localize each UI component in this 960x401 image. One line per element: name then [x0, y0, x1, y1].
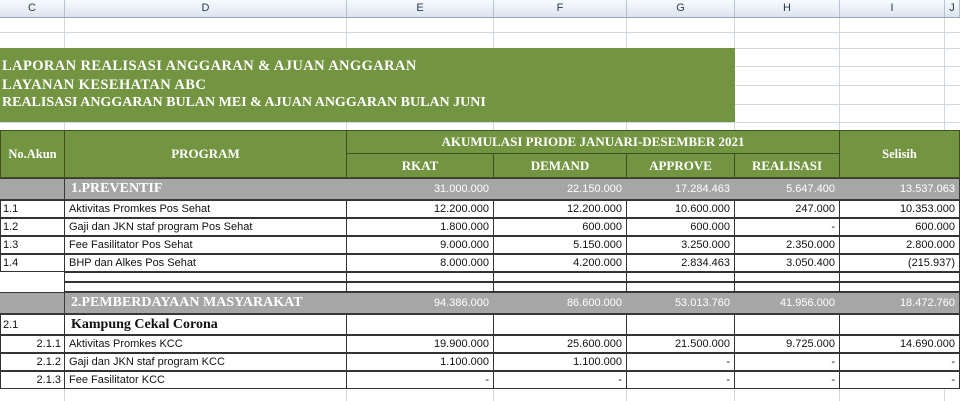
spreadsheet-grid[interactable] [0, 18, 960, 401]
table-row-program-3[interactable]: Fee Fasilitator Pos Sehat [64, 236, 347, 254]
table-row-akun-8[interactable]: 2.1 [0, 314, 65, 335]
table-row-akun-2[interactable]: 1.2 [0, 218, 65, 236]
blank-row-akun-6[interactable] [0, 282, 65, 292]
table-row-akun-3[interactable]: 1.3 [0, 236, 65, 254]
table-row-akun-4[interactable]: 1.4 [0, 254, 65, 272]
report-title-line-2: LAYANAN KESEHATAN ABC [2, 76, 207, 93]
table-row-approve-3[interactable]: 3.250.000 [626, 236, 735, 254]
blank-row-program-6[interactable] [64, 282, 347, 292]
blank-row-rkat-5[interactable] [346, 272, 494, 282]
blank-row-approve-5[interactable] [626, 272, 735, 282]
table-row-selisih-10[interactable]: - [839, 353, 960, 371]
table-header-no-akun: No.Akun [0, 130, 65, 178]
table-row-approve-11[interactable]: - [626, 371, 735, 389]
table-header-selisih: Selisih [839, 130, 960, 178]
table-row-akun-9[interactable]: 2.1.1 [0, 335, 65, 353]
table-row-realisasi-10[interactable]: - [734, 353, 840, 371]
section-row-selisih-7[interactable]: 18.472.760 [839, 292, 960, 314]
table-row-rkat-8[interactable] [346, 314, 494, 335]
column-header-d[interactable]: D [65, 0, 347, 17]
table-header-realisasi: REALISASI [734, 153, 840, 178]
table-row-rkat-10[interactable]: 1.100.000 [346, 353, 494, 371]
column-header-i[interactable]: I [840, 0, 945, 17]
section-row-demand-0[interactable]: 22.150.000 [493, 178, 627, 200]
table-row-program-2[interactable]: Gaji dan JKN staf program Pos Sehat [64, 218, 347, 236]
table-row-rkat-3[interactable]: 9.000.000 [346, 236, 494, 254]
blank-row-demand-5[interactable] [493, 272, 627, 282]
section-row-title-0[interactable]: 1.PREVENTIF [64, 178, 347, 200]
table-row-program-4[interactable]: BHP dan Alkes Pos Sehat [64, 254, 347, 272]
table-row-demand-11[interactable]: - [493, 371, 627, 389]
blank-row-program-5[interactable] [64, 272, 347, 282]
table-row-akun-11[interactable]: 2.1.3 [0, 371, 65, 389]
table-row-program-8[interactable]: Kampung Cekal Corona [64, 314, 347, 335]
column-header-f[interactable]: F [494, 0, 627, 17]
table-row-approve-10[interactable]: - [626, 353, 735, 371]
report-title-line-1: LAPORAN REALISASI ANGGARAN & AJUAN ANGGARAN [2, 58, 417, 75]
table-row-selisih-9[interactable]: 14.690.000 [839, 335, 960, 353]
blank-row-realisasi-5[interactable] [734, 272, 840, 282]
table-header-demand: DEMAND [493, 153, 627, 178]
table-row-approve-8[interactable] [626, 314, 735, 335]
gridline-row-1 [0, 32, 960, 33]
table-row-demand-4[interactable]: 4.200.000 [493, 254, 627, 272]
section-row-rkat-0[interactable]: 31.000.000 [346, 178, 494, 200]
section-row-title-7[interactable]: 2.PEMBERDAYAAN MASYARAKAT [64, 292, 347, 314]
section-row-rkat-7[interactable]: 94.386.000 [346, 292, 494, 314]
table-row-demand-3[interactable]: 5.150.000 [493, 236, 627, 254]
table-row-program-11[interactable]: Fee Fasilitator KCC [64, 371, 347, 389]
table-row-rkat-9[interactable]: 19.900.000 [346, 335, 494, 353]
section-row-realisasi-7[interactable]: 41.956.000 [734, 292, 840, 314]
table-header-rkat: RKAT [346, 153, 494, 178]
section-row-realisasi-0[interactable]: 5.647.400 [734, 178, 840, 200]
table-row-realisasi-8[interactable] [734, 314, 840, 335]
table-row-akun-1[interactable]: 1.1 [0, 200, 65, 218]
table-header-program: PROGRAM [64, 130, 347, 178]
table-row-rkat-2[interactable]: 1.800.000 [346, 218, 494, 236]
table-row-rkat-11[interactable]: - [346, 371, 494, 389]
table-row-selisih-4[interactable]: (215.937) [839, 254, 960, 272]
section-row-selisih-0[interactable]: 13.537.063 [839, 178, 960, 200]
gridline-row-6 [0, 122, 960, 123]
column-header-strip [0, 0, 960, 18]
table-row-realisasi-1[interactable]: 247.000 [734, 200, 840, 218]
report-title-line-3: REALISASI ANGGARAN BULAN MEI & AJUAN ANGGARAN BULAN JUNI [2, 95, 486, 111]
blank-row-demand-6[interactable] [493, 282, 627, 292]
table-row-realisasi-9[interactable]: 9.725.000 [734, 335, 840, 353]
table-row-realisasi-3[interactable]: 2.350.000 [734, 236, 840, 254]
blank-row-selisih-5[interactable] [839, 272, 960, 282]
table-row-selisih-1[interactable]: 10.353.000 [839, 200, 960, 218]
column-header-g[interactable]: G [627, 0, 735, 17]
table-row-selisih-2[interactable]: 600.000 [839, 218, 960, 236]
section-row-akun-cell-0[interactable] [0, 178, 65, 200]
blank-row-selisih-6[interactable] [839, 282, 960, 292]
section-row-approve-7[interactable]: 53.013.760 [626, 292, 735, 314]
column-header-c[interactable]: C [0, 0, 65, 17]
table-row-realisasi-4[interactable]: 3.050.400 [734, 254, 840, 272]
table-row-akun-10[interactable]: 2.1.2 [0, 353, 65, 371]
section-row-demand-7[interactable]: 86.600.000 [493, 292, 627, 314]
table-row-rkat-1[interactable]: 12.200.000 [346, 200, 494, 218]
column-header-h[interactable]: H [735, 0, 840, 17]
table-header-approve: APPROVE [626, 153, 735, 178]
table-row-demand-8[interactable] [493, 314, 627, 335]
table-row-program-10[interactable]: Gaji dan JKN staf program KCC [64, 353, 347, 371]
table-row-selisih-3[interactable]: 2.800.000 [839, 236, 960, 254]
report-title-banner [0, 48, 735, 122]
table-row-selisih-8[interactable] [839, 314, 960, 335]
blank-row-approve-6[interactable] [626, 282, 735, 292]
blank-row-akun-5[interactable] [0, 272, 65, 282]
table-row-rkat-4[interactable]: 8.000.000 [346, 254, 494, 272]
table-row-realisasi-2[interactable]: - [734, 218, 840, 236]
table-row-demand-9[interactable]: 25.600.000 [493, 335, 627, 353]
blank-row-realisasi-6[interactable] [734, 282, 840, 292]
table-row-demand-1[interactable]: 12.200.000 [493, 200, 627, 218]
section-row-akun-cell-7[interactable] [0, 292, 65, 314]
table-row-realisasi-11[interactable]: - [734, 371, 840, 389]
table-row-approve-9[interactable]: 21.500.000 [626, 335, 735, 353]
column-header-e[interactable]: E [347, 0, 494, 17]
table-row-demand-10[interactable]: 1.100.000 [493, 353, 627, 371]
table-header-group-title: AKUMULASI PRIODE JANUARI-DESEMBER 2021 [346, 130, 840, 154]
table-row-program-1[interactable]: Aktivitas Promkes Pos Sehat [64, 200, 347, 218]
table-row-program-9[interactable]: Aktivitas Promkes KCC [64, 335, 347, 353]
table-row-selisih-11[interactable]: - [839, 371, 960, 389]
section-row-approve-0[interactable]: 17.284.463 [626, 178, 735, 200]
column-header-j[interactable]: J [945, 0, 960, 17]
table-row-approve-2[interactable]: 600.000 [626, 218, 735, 236]
table-row-demand-2[interactable]: 600.000 [493, 218, 627, 236]
blank-row-rkat-6[interactable] [346, 282, 494, 292]
table-row-approve-4[interactable]: 2.834.463 [626, 254, 735, 272]
table-row-approve-1[interactable]: 10.600.000 [626, 200, 735, 218]
